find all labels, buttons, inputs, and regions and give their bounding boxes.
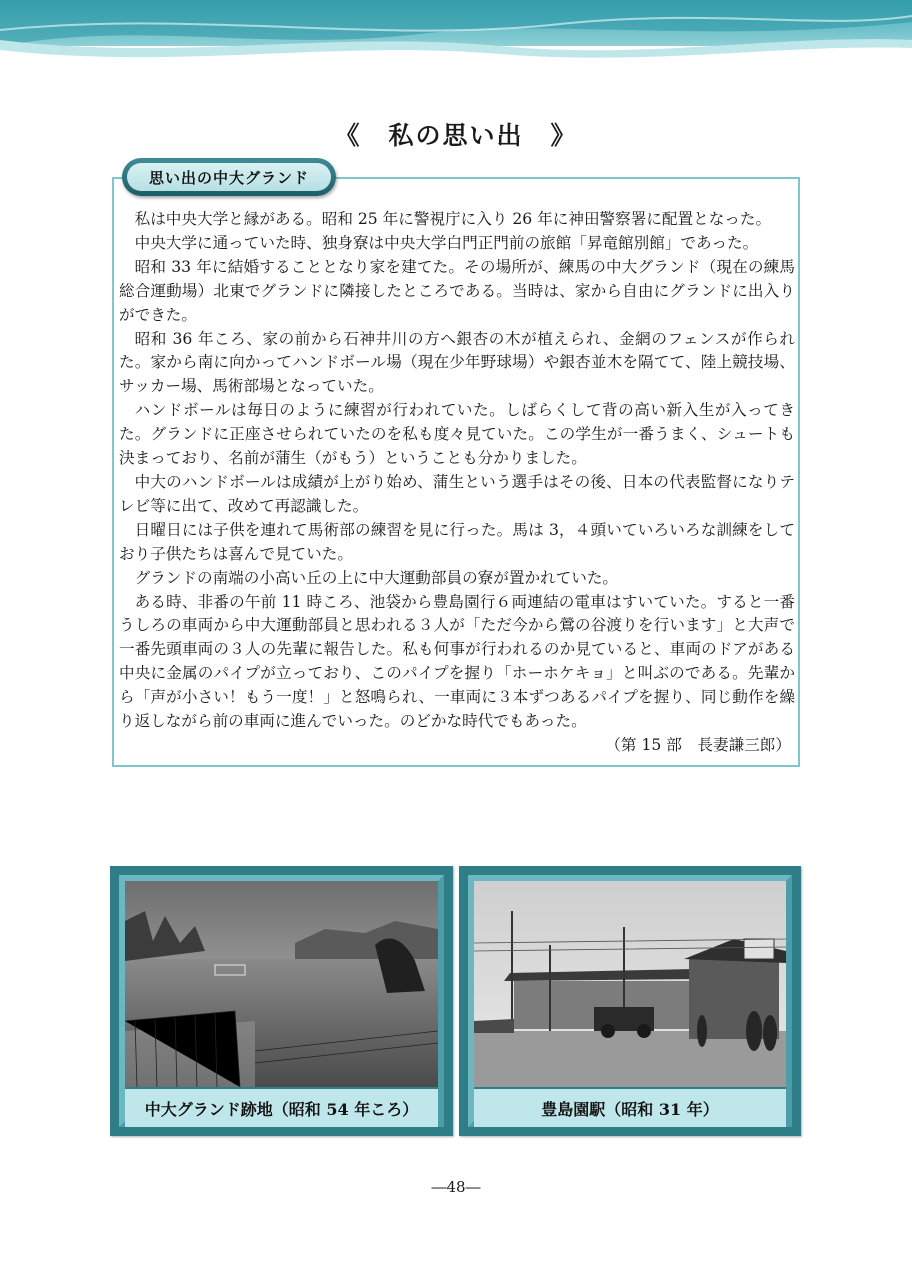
photo-frame-station: [459, 866, 801, 1136]
paragraph: 昭和 36 年ころ、家の前から石神井川の方へ銀杏の木が植えられ、金網のフェンスが作られた。家から南に向かってハンドボール場（現在少年野球場）や銀杏並木を隔てて、陸上競技場、サッカー場、馬術部場となっていた。: [119, 329, 795, 396]
paragraph: 中央大学に通っていた時、独身寮は中央大学白門正門前の旅館「昇竜館別館」であった。: [134, 233, 759, 252]
paragraph: 日曜日には子供を連れて馬術部の練習を見に行った。馬は 3，４頭いていろいろな訓練をしており子供たちは喜んで見ていた。: [119, 520, 795, 563]
station-photo: [474, 881, 786, 1087]
paragraph: ハンドボールは毎日のように練習が行われていた。しばらくして背の高い新入生が入ってきた。グランドに正座させられていたのを私も度々見ていた。この学生が一番うまく、シュートも決まっており、名前が蒲生（がもう）ということも分かりました。: [119, 401, 795, 468]
paragraph: ある時、非番の午前 11 時ころ、池袋から豊島園行６両連結の電車はすいていた。すると一番うしろの車両から中大運動部員と思われる３人が「ただ今から鶯の谷渡りを行います」と大声で一番先頭車両の３人の先輩に報告した。私も何事が行われるのか見ていると、車両のドアがある中央に金属のパイプが立っており、このパイプを握り「ホーホケキョ」と叫ぶのである。先輩から「声が小さい！もう一度！」と怒鳴られ、一車両に３本ずつあるパイプを握り、同じ動作を繰り返しながら前の車両に進んでいった。のどかな時代でもあった。: [119, 592, 795, 731]
photo-caption: 豊島園駅（昭和 31 年）: [474, 1087, 786, 1127]
paragraph: 中大のハンドボールは成績が上がり始め、蒲生という選手はその後、日本の代表監督になりテレビ等に出て、改めて再認識した。: [119, 472, 795, 515]
page-title: 《 私の思い出 》: [334, 121, 578, 150]
paragraph: 私は中央大学と縁がある。昭和 25 年に警視庁に入り 26 年に神田警察署に配置となった。: [134, 210, 772, 228]
paragraph: グランドの南端の小高い丘の上に中大運動部員の寮が置かれていた。: [134, 568, 619, 587]
photo-bevel: [119, 875, 444, 1127]
photo-frame-ground: [110, 866, 453, 1136]
paragraph: 昭和 33 年に結婚することとなり家を建てた。その場所が、練馬の中大グランド（現在の練馬総合運動場）北東でグランドに隣接したところである。当時は、家から自由にグランドに出入りができた。: [119, 257, 795, 324]
memoir-text: [119, 208, 795, 758]
header-wave-decoration: [0, 0, 912, 70]
section-tab: [122, 158, 336, 196]
section-tab-label: 思い出の中大グランド: [127, 163, 331, 191]
photo-bevel: [468, 875, 792, 1127]
author-signature: （第 15 部 長妻謙三郎）: [605, 735, 791, 754]
page-number: ―48―: [431, 1178, 481, 1196]
photo-caption: 中大グランド跡地（昭和 54 年ころ）: [125, 1087, 438, 1127]
ground-photo: [125, 881, 438, 1087]
